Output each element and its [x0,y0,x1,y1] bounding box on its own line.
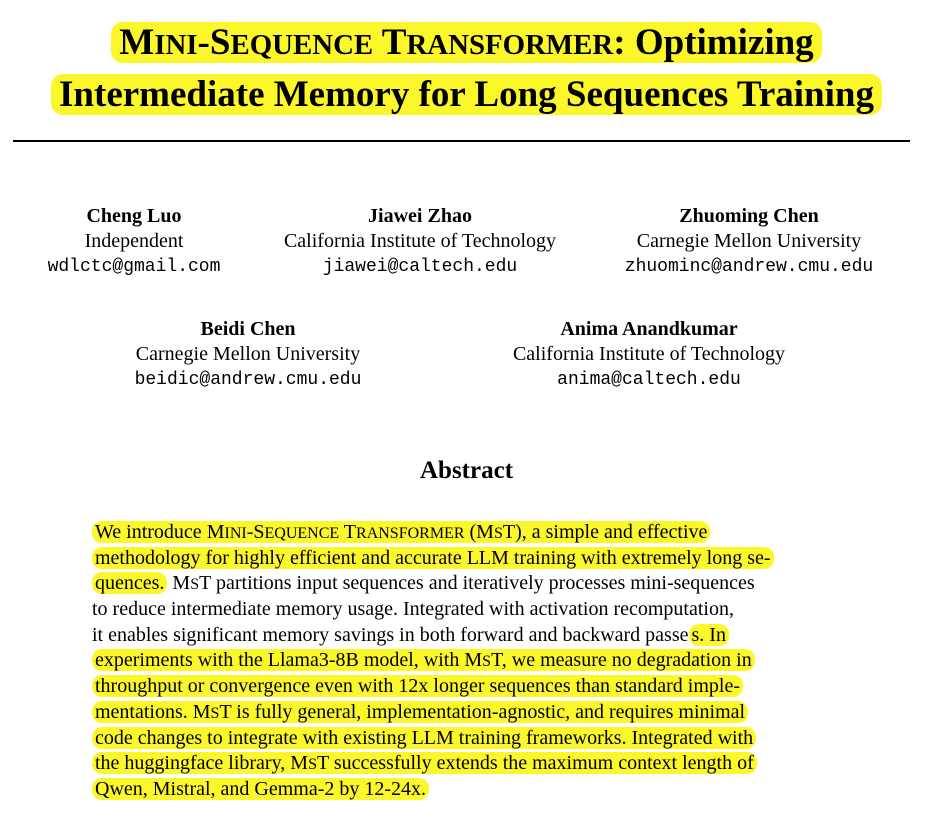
author-block [255,204,585,281]
abstract-text: -S [246,521,265,543]
title-highlight-2: Intermediate Memory for Long Sequences Training [51,74,882,115]
abstract-line: to reduce intermediate memory usage. Integrated with activation recomputation, [92,598,734,621]
author-name: Beidi Chen [200,318,296,340]
title-rule [13,140,910,142]
title-sc-ini: INI [154,29,198,61]
abstract-line [92,520,852,546]
author-block [584,204,914,281]
abstract-highlight: s. In [689,624,729,646]
author-email: zhuominc@andrew.cmu.edu [624,257,874,277]
abstract-text: mentations. M [95,700,211,723]
abstract-highlight [92,649,755,671]
author-name: Zhuoming Chen [679,205,819,227]
abstract-highlight: Qwen, Mistral, and Gemma-2 by 12-24x. [92,778,429,800]
abstract-text: M [206,521,225,543]
title-sc-s: -S [197,22,231,63]
abstract-text: RANSFORMER [356,525,465,542]
abstract-text: experiments with the Llama3-8B model, with M [95,649,483,672]
abstract-line [92,571,852,597]
author-name: Jiawei Zhao [368,205,472,227]
abstract-text: M [167,572,191,595]
author-affiliation: California Institute of Technology [512,343,786,365]
abstract-line [92,648,852,674]
abstract-text: T partitions input sequences and iteratively processes mini-sequences [199,572,755,595]
abstract-line [92,546,852,572]
abstract-line [92,623,852,649]
author-email: anima@caltech.edu [557,370,741,390]
abstract-text: the huggingface library, M [95,752,309,775]
abstract-text: EQUENCE [264,525,340,542]
author-affiliation: Carnegie Mellon University [636,230,862,252]
author-email: beidic@andrew.cmu.edu [134,370,362,390]
abstract-highlight: quences. [92,572,167,594]
abstract-text: T, we measure no degradation in [491,649,752,672]
title-line-2 [0,70,933,119]
abstract-body [92,520,852,803]
title-sc-equence: EQUENCE [230,29,374,61]
author-affiliation: Independent [84,230,184,252]
abstract-highlight [92,701,748,723]
abstract-highlight [92,521,710,543]
title-line-1 [0,18,933,70]
title-sc-ransformer: RANSFORMER [406,29,614,61]
abstract-text: T is fully general, implementation-agnostic, and requires minimal [219,700,746,723]
abstract-text: We introduce [95,521,207,543]
abstract-highlight: methodology for highly efficient and accurate LLM training with extremely long se- [92,547,774,569]
title-highlight-1 [111,22,821,63]
abstract-text: INI [224,525,247,542]
abstract-highlight: throughput or convergence even with 12x longer sequences than standard imple- [92,675,743,697]
author-affiliation: Carnegie Mellon University [135,343,361,365]
abstract-text: S [210,704,220,722]
author-email: jiawei@caltech.edu [322,257,518,277]
abstract-text: (M [464,521,494,543]
title-sc-m: M [119,22,155,63]
abstract-text: T [339,521,357,543]
abstract-text: S [482,653,492,671]
abstract-heading: Abstract [419,457,514,484]
abstract-text: S [190,576,200,594]
author-block [484,317,814,394]
author-name: Cheng Luo [86,205,182,227]
abstract-line [92,700,852,726]
author-name: Anima Anandkumar [560,318,738,340]
title-sc-t: T [373,22,407,63]
abstract-text: T), a simple and effective [502,521,708,543]
abstract-text: S [493,525,503,542]
abstract-line [92,726,852,752]
abstract-text: S [308,756,317,774]
abstract-line [92,674,852,700]
paper-title [0,18,933,119]
abstract-line [92,751,852,777]
title-line1-rest: : Optimizing [613,22,814,63]
abstract-text: T successfully extends the maximum context length of [316,752,754,775]
author-block [83,317,413,394]
abstract-highlight: code changes to integrate with existing LLM training frameworks. Integrated with [92,727,756,749]
author-email: wdlctc@gmail.com [47,257,221,277]
author-affiliation: California Institute of Technology [283,230,557,252]
abstract-text: it enables significant memory savings in both forward and backward passe [92,623,689,646]
abstract-line [92,777,852,803]
abstract-highlight [92,752,757,774]
